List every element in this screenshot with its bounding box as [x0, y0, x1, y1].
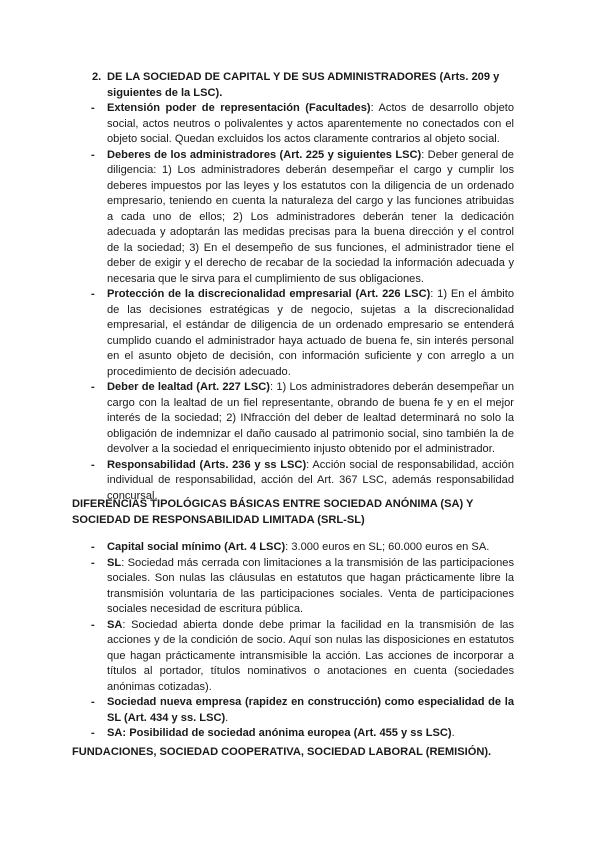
item-body: : Acción social de responsabilidad, acción individual de responsabilidad, acción del Art. 367 LSC, además responsabilidad concursal.: [107, 458, 514, 502]
list-item-extension-poder: [0, 101, 600, 148]
list-item-deberes: [0, 148, 600, 288]
item-body: : Actos de desarrollo objeto social, actos neutros o polivalentes y actos aparentemente no conectados con el objeto social. Quedan excluidos los actos claramente contrarios al objeto social.: [107, 102, 514, 145]
list-item-sociedad-nueva-empresa: [0, 695, 600, 726]
item-body: : 1) Los administradores deberán desempeñar un cargo con la lealtad de un fiel representante, obrando de buena fe y en el mejor interés de la sociedad; 2) INfracción del deber de lealtad determinará no solo la obligación de indemnizar el daño causado al patrimonio social, sino también la de devolver a la sociedad el enriquecimiento injusto obtenido por el administrador.: [107, 381, 514, 455]
section-number: 2.: [92, 71, 102, 83]
item-title: Extensión poder de representación (Facultades): [107, 102, 371, 114]
bullet-dash: -: [91, 556, 95, 569]
item-body: : 3.000 euros en SL; 60.000 euros en SA.: [285, 541, 490, 553]
item-body: .: [225, 711, 229, 724]
list-item-sl: [0, 556, 600, 618]
bullet-dash: -: [91, 381, 95, 393]
bullet-dash: -: [91, 102, 95, 114]
item-body: : 1) En el ámbito de las decisiones estratégicas y de negocio, sujetas a la discrecionalidad empresarial, el estándar de diligencia de un ordenado empresario se entenderá cumplido cuando el administrador haya actuado de buena fe, sin interés personal en el asunto objeto de decisión, con información suficiente y con arreglo a un procedimiento de decisión adecuado.: [107, 288, 514, 378]
list-item-sa: [0, 618, 600, 696]
section-2: [0, 70, 600, 504]
item-title: Sociedad nueva empresa (rapidez en construcción) como especialidad de la SL (Art. 434 y ss. LSC): [107, 696, 514, 724]
item-title: SA: [107, 618, 123, 631]
item-title: Deber de lealtad (Art. 227 LSC): [107, 381, 270, 393]
item-title: Capital social mínimo (Art. 4 LSC): [107, 541, 286, 553]
list-item-lealtad: [0, 380, 600, 458]
item-body: : Sociedad abierta donde debe primar la facilidad en la transmisión de las acciones y de la condición de socio. Aquí son nulas las disposiciones en estatutos que hagan prácticamente intransmisible la acción. Las acciones de incorporar a títulos al portador, títulos nominativos o anotaciones en cuenta (sociedades anónimas cotizadas).: [107, 618, 514, 693]
item-title: Responsabilidad (Arts. 236 y ss LSC): [107, 458, 307, 471]
bullet-dash: -: [91, 696, 95, 708]
bullet-dash: -: [91, 458, 95, 471]
bullet-dash: -: [91, 288, 95, 300]
item-title: SL: [107, 556, 122, 569]
section-2-title: DE LA SOCIEDAD DE CAPITAL Y DE SUS ADMINISTRADORES (Arts. 209 y siguientes de la LSC).: [107, 71, 500, 99]
list-item-sa-europea: [0, 726, 600, 742]
bullet-dash: -: [91, 618, 95, 631]
item-body: : Deber general de diligencia: 1) Los administradores deberán desempeñar el cargo y cumplir los deberes impuestos por las leyes y los estatutos con la diligencia de un ordenado empresario, teniendo en cuenta la naturaleza del cargo y las funciones atribuidas a cada uno de ellos; 2) Los administradores deberán tener la dedicación adecuada y adoptarán las medidas precisas para la buena dirección y el control de la sociedad; 3) En el desempeño de sus funciones, el administrador tiene el deber de exigir y el derecho de recabar de la sociedad la información adecuada y necesaria que le sirva para el cumplimiento de sus obligaciones.: [107, 148, 514, 285]
list-item-proteccion: [0, 287, 600, 380]
list-item-capital-minimo: [0, 540, 600, 556]
item-title: Protección de la discrecionalidad empresarial (Art. 226 LSC): [107, 288, 431, 300]
bullet-dash: -: [91, 541, 95, 553]
item-body: .: [451, 727, 455, 739]
bullet-dash: -: [91, 148, 95, 161]
item-body: : Sociedad más cerrada con limitaciones a la transmisión de las participaciones sociales. Son nulas las cláusulas en estatutos que hagan prácticamente libre la transmisión voluntaria de las participaciones sociales. Venta de participaciones sociales necesidad de escritura pública.: [107, 556, 514, 615]
item-title: SA: Posibilidad de sociedad anónima europea (Art. 455 y ss LSC): [107, 727, 452, 739]
item-title: Deberes de los administradores (Art. 225 y siguientes LSC): [107, 148, 422, 161]
differences-heading: DIFERENCIAS TIPOLÓGICAS BÁSICAS ENTRE SOCIEDAD ANÓNIMA (SA) Y SOCIEDAD DE RESPONSABILIDAD LIMITADA (SRL-SL): [72, 498, 474, 526]
bullet-dash: -: [91, 727, 95, 739]
differences-list: [0, 540, 600, 742]
final-heading: FUNDACIONES, SOCIEDAD COOPERATIVA, SOCIEDAD LABORAL (REMISIÓN).: [72, 746, 492, 758]
section-2-heading: [0, 70, 600, 101]
